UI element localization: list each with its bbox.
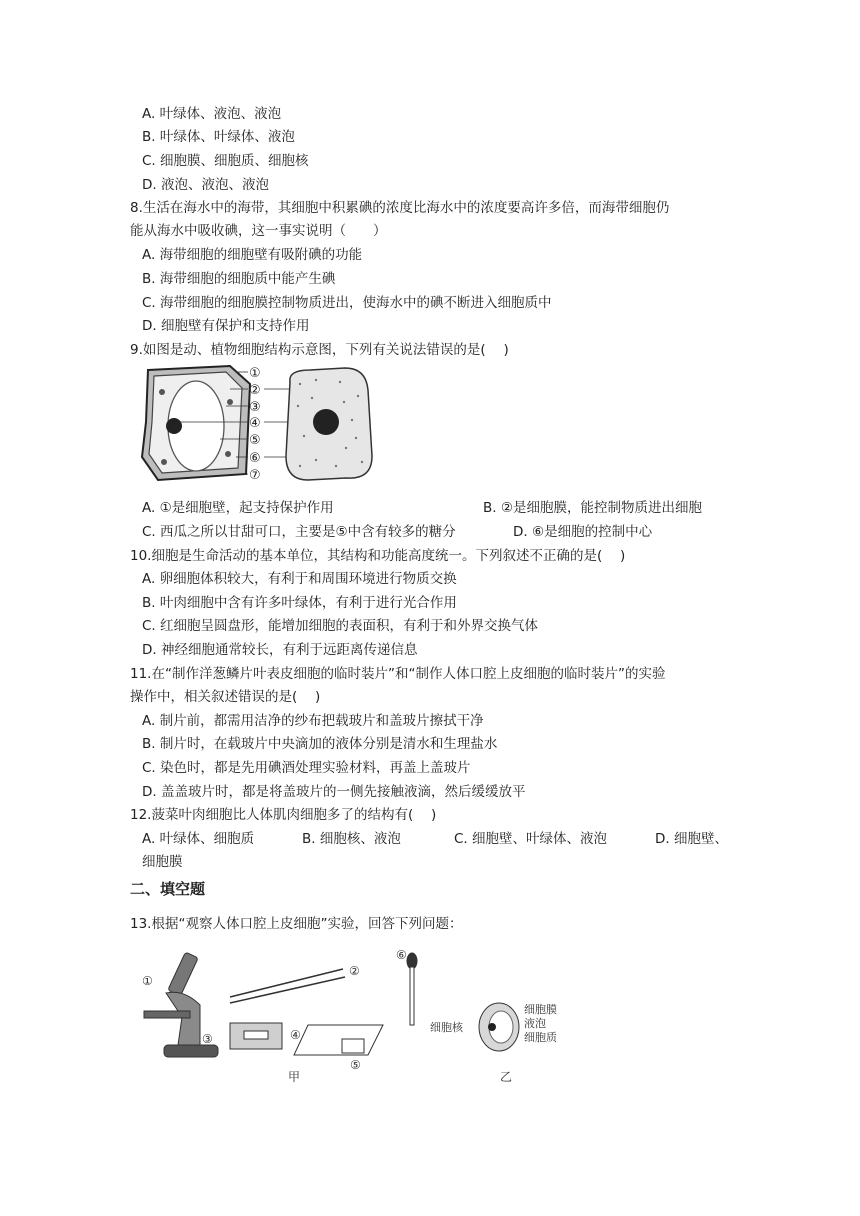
label-6: ⑥ <box>249 451 261 466</box>
label-microscope: ① <box>142 974 153 988</box>
q12-option-b: B. 细胞核、液泡 <box>302 831 401 847</box>
animal-cell-diagram <box>286 368 372 480</box>
onion-cell-drawing <box>479 1003 519 1051</box>
q9-option-a: A. ①是细胞壁，起支持保护作用 <box>142 500 334 516</box>
q12-option-d: D. 细胞壁、 <box>655 831 728 847</box>
q9-option-d: D. ⑥是细胞的控制中心 <box>513 524 653 540</box>
q11-option-d: D. 盖盖玻片时，都是将盖玻片的一侧先接触液滴，然后缓缓放平 <box>142 784 526 800</box>
label-slide: ④ <box>290 1028 301 1042</box>
label-yi: 乙 <box>500 1070 513 1084</box>
q12-option-c: C. 细胞壁、叶绿体、液泡 <box>454 831 608 847</box>
q7-option-b: B. 叶绿体、叶绿体、液泡 <box>142 129 295 145</box>
q10-option-d: D. 神经细胞通常较长，有利于远距离传递信息 <box>142 642 418 658</box>
q7-option-a: A. 叶绿体、液泡、液泡 <box>142 106 282 122</box>
q10-stem: 10.细胞是生命活动的基本单位，其结构和功能高度统一。下列叙述不正确的是( ) <box>130 548 626 564</box>
q8-option-d: D. 细胞壁有保护和支持作用 <box>142 318 310 334</box>
q8-option-b: B. 海带细胞的细胞质中能产生碘 <box>142 271 336 287</box>
q11-option-c: C. 染色时，都是先用碘酒处理实验材料，再盖上盖玻片 <box>142 760 471 776</box>
q12-option-a: A. 叶绿体、细胞质 <box>142 831 255 847</box>
plant-cell-diagram <box>142 366 250 480</box>
cell-structure-figure <box>140 362 380 487</box>
q9-option-c: C. 西瓜之所以甘甜可口，主要是⑤中含有较多的糖分 <box>142 524 456 540</box>
q7-option-c: C. 细胞膜、细胞质、细胞核 <box>142 153 309 169</box>
figure-number-labels <box>249 366 261 483</box>
label-1: ① <box>249 366 261 381</box>
q8-stem-line1: 8.生活在海水中的海带，其细胞中积累碘的浓度比海水中的浓度要高许多倍，而海带细胞仍 <box>130 200 670 216</box>
tweezers-drawing <box>230 969 345 1003</box>
q10-option-a: A. 卵细胞体积较大，有利于和周围环境进行物质交换 <box>142 571 457 587</box>
label-cytoplasm: 细胞质 <box>524 1031 557 1044</box>
q13-stem: 13.根据“观察人体口腔上皮细胞”实验，回答下列问题： <box>130 916 463 932</box>
q8-option-a: A. 海带细胞的细胞壁有吸附碘的功能 <box>142 247 363 263</box>
q8-stem-line2: 能从海水中吸收碘，这一事实说明（ ） <box>130 223 387 239</box>
label-nucleus: 细胞核 <box>430 1021 463 1034</box>
label-membrane: 细胞膜 <box>524 1003 557 1016</box>
q9-option-b: B. ②是细胞膜，能控制物质进出细胞 <box>483 500 702 516</box>
label-tweezers: ② <box>349 964 360 978</box>
label-jia: 甲 <box>288 1070 301 1084</box>
q9-stem: 9.如图是动、植物细胞结构示意图，下列有关说法错误的是( ) <box>130 342 509 358</box>
q10-option-c: C. 红细胞呈圆盘形，能增加细胞的表面积，有利于和外界交换气体 <box>142 618 539 634</box>
label-7: ⑦ <box>249 468 261 483</box>
label-dropper: ⑥ <box>396 948 407 962</box>
q11-stem-line2: 操作中，相关叙述错误的是( ) <box>130 689 321 705</box>
q11-stem-line1: 11.在“制作洋葱鳞片叶表皮细胞的临时装片”和“制作人体口腔上皮细胞的临时装片”的实验 <box>130 666 666 682</box>
label-vacuole: 液泡 <box>524 1017 546 1030</box>
label-5: ⑤ <box>249 433 261 448</box>
q11-option-a: A. 制片前，都需用洁净的纱布把载玻片和盖玻片擦拭干净 <box>142 713 484 729</box>
section-heading: 二、填空题 <box>130 880 206 898</box>
q8-option-c: C. 海带细胞的细胞膜控制物质进出，使海水中的碘不断进入细胞质中 <box>142 295 552 311</box>
label-2: ② <box>249 383 261 398</box>
q12-option-d-continued: 细胞膜 <box>142 854 183 870</box>
q12-stem: 12.菠菜叶肉细胞比人体肌肉细胞多了的结构有( ) <box>130 807 437 823</box>
label-4: ④ <box>249 416 261 431</box>
q11-option-b: B. 制片时，在载玻片中央滴加的液体分别是清水和生理盐水 <box>142 736 498 752</box>
label-coverslip: ⑤ <box>350 1058 361 1072</box>
lab-equipment-figure <box>138 945 578 1087</box>
label-3: ③ <box>249 400 261 415</box>
label-blade: ③ <box>202 1032 213 1046</box>
blade-drawing <box>230 1023 282 1049</box>
q7-option-d: D. 液泡、液泡、液泡 <box>142 177 269 193</box>
q10-option-b: B. 叶肉细胞中含有许多叶绿体，有利于进行光合作用 <box>142 595 457 611</box>
slide-drawing <box>294 1025 383 1055</box>
dropper-drawing <box>407 953 417 1025</box>
